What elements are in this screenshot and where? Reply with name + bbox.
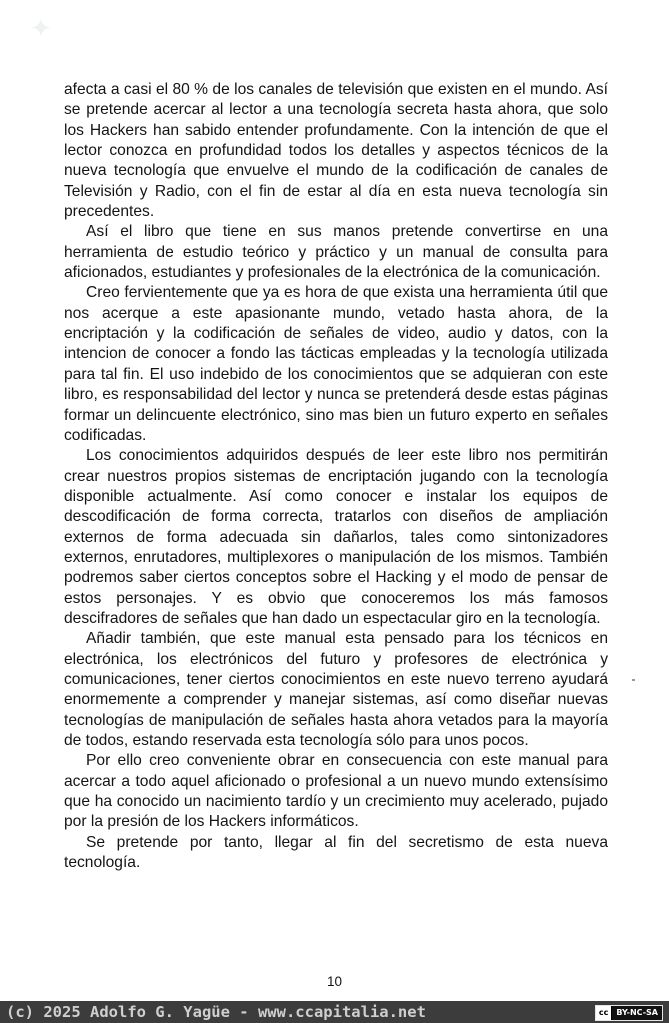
corner-decoration: ✦: [30, 14, 52, 44]
license-terms: BY-NC-SA: [612, 1006, 662, 1020]
scan-speck: [632, 679, 635, 681]
paragraph: afecta a casi el 80 % de los canales de televisión que existen en el mundo. Así se pretende acercar al lector a una tecnología secreta hasta ahora, que solo los Hackers han sabido entender profundamente. Con la intención de que el lector conozca en profundidad todos los detalles y aspectos técnicos de la nueva tecnología que envuelve el mundo de la codificación de canales de Televisión y Radio, con el fin de estar al día en esta nueva tecnología sin precedentes.: [64, 81, 608, 221]
body-text: [64, 80, 608, 873]
paragraph: Añadir también, que este manual esta pensado para los técnicos en electrónica, los electrónicos del futuro y profesores de electrónica y comunicaciones, tener ciertos conocimientos en este nuevo terreno ayudará enormemente a comprender y manejar sistemas, así como diseñar nuevas tecnologías de manipulación de señales hasta ahora vetados para la mayoría de todos, estando reservada esta tecnología sólo para unos pocos.: [64, 630, 608, 749]
paragraph: Por ello creo conveniente obrar en consecuencia con este manual para acercar a todo aquel aficionado o profesional a un nuevo mundo extensísimo que ha conocido un nacimiento tardío y un crecimiento muy acelerado, pujado por la presión de los Hackers informáticos.: [64, 752, 608, 831]
cc-icon: cc: [596, 1006, 612, 1020]
copyright-footer: [0, 1001, 669, 1023]
page-number: 10: [326, 974, 343, 989]
copyright-text: (c) 2025 Adolfo G. Yagüe - www.ccapitalia.net: [6, 1003, 426, 1021]
paragraph: Así el libro que tiene en sus manos pretende convertirse en una herramienta de estudio teórico y práctico y un manual de consulta para aficionados, estudiantes y profesionales de la electrónica de la comunicación.: [64, 223, 608, 282]
paragraph: Creo fervientemente que ya es hora de que exista una herramienta útil que nos acerque a este apasionante mundo, vetado hasta ahora, de la encriptación y la codificación de señales de video, audio y datos, con la intencion de conocer a fondo las tácticas empleadas y la tecnología utilizada para tal fin. El uso indebido de los conocimientos que se adquieran con este libro, es responsabilidad del lector y nunca se pretenderá desde estas páginas formar un delincuente electrónico, sino mas bien un futuro experto en señales codificadas.: [64, 284, 608, 444]
paragraph: Se pretende por tanto, llegar al fin del secretismo de esta nueva tecnología.: [64, 833, 608, 872]
cc-license-badge[interactable]: [595, 1005, 663, 1021]
paragraph: Los conocimientos adquiridos después de leer este libro nos permitirán crear nuestros propios sistemas de encriptación jugando con la tecnología disponible actualmente. Así como conocer e instalar los equipos de descodificación de forma correcta, tratarlos con diseños de ampliación externos de forma adecuada sin dañarlos, tales como sintonizadores externos, enrutadores, multiplexores o manipulación de los mismos. También podremos saber ciertos conceptos sobre el Hacking y el modo de pensar de estos personajes. Y es obvio que conoceremos los más famosos descifradores de señales que han dado un espectacular giro en la tecnología.: [64, 447, 608, 627]
